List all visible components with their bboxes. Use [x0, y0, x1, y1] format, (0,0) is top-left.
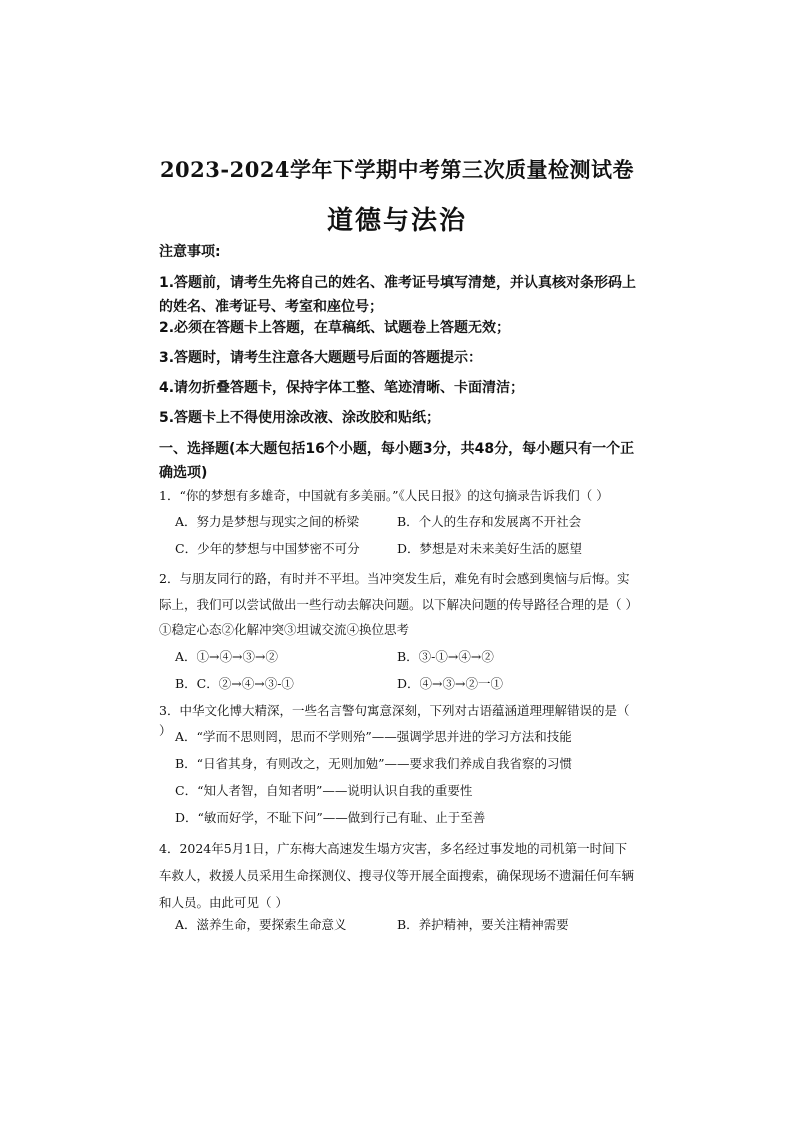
- question-3-option-a: A．“学而不思则罔，思而不学则殆”——强调学思并进的学习方法和技能: [175, 729, 572, 744]
- question-2-statements: ①稳定心态②化解冲突③坦诚交流④换位思考: [159, 622, 410, 637]
- notice-item-4: 4.请勿折叠答题卡，保持字体工整、笔迹清晰、卡面清洁；: [159, 380, 525, 396]
- notice-item-2: 2.必须在答题卡上答题，在草稿纸、试题卷上答题无效；: [159, 320, 511, 336]
- question-4-stem: 4．2024年5月1日，广东梅大高速发生塌方灾害，多名经过事发地的司机第一时间下车救人，救援人员采用生命探测仪、搜寻仪等开展全面搜索，确保现场不遗漏任何车辆和人员。由此可见（ ）: [159, 841, 635, 910]
- notice-item-5: 5.答题卡上不得使用涂改液、涂改胶和贴纸；: [159, 410, 441, 426]
- question-2-option-a: A．①→④→③→②: [175, 649, 278, 664]
- notice-heading: 注意事项:: [159, 244, 221, 260]
- question-2-stem: 2．与朋友同行的路，有时并不平坦。当冲突发生后，难免有时会感到奥恼与后悔。实际上，我们可以尝试做出一些行动去解决问题。以下解决问题的传导路径合理的是（ ）: [159, 571, 638, 612]
- question-3-option-b: B．“日省其身，有则改之，无则加勉”——要求我们养成自我省察的习惯: [175, 756, 572, 771]
- question-1-option-c: C．少年的梦想与中国梦密不可分: [175, 541, 360, 556]
- question-3-stem: 3．中华文化博大精深，一些名言警句寓意深刻，下列对古语蕴涵道理理解错误的是（ ）: [159, 703, 630, 738]
- notice-item-3: 3.答题时，请考生注意各大题题号后面的答题提示：: [159, 350, 483, 366]
- question-1-option-a: A．努力是梦想与现实之间的桥梁: [175, 514, 360, 529]
- exam-title: 2023-2024学年下学期中考第三次质量检测试卷: [159, 157, 635, 182]
- question-2-option-d: D．④→③→②一①: [397, 676, 503, 691]
- question-2-option-c: B．C．②→④→③-①: [175, 676, 294, 691]
- question-1-stem: 1．“你的梦想有多雄奇，中国就有多美丽。”《人民日报》的这句摘录告诉我们（ ）: [159, 488, 609, 503]
- subject-title: 道德与法治: [326, 206, 467, 236]
- question-3-option-d: D．“敏而好学，不耻下问”——做到行己有耻、止于至善: [175, 810, 486, 825]
- question-1-option-d: D．梦想是对未来美好生活的愿望: [397, 541, 583, 556]
- section-heading: 一、选择题(本大题包括16个小题，每小题3分，共48分，每小题只有一个正确选项): [159, 441, 635, 481]
- question-4-option-a: A．滋养生命，要探索生命意义: [175, 917, 347, 932]
- question-4-option-b: B．养护精神，要关注精神需要: [397, 917, 569, 932]
- question-3-option-c: C．“知人者智，自知者明”——说明认识自我的重要性: [175, 783, 473, 798]
- question-2-option-b: B．③-①→④→②: [397, 649, 494, 664]
- question-1-option-b: B．个人的生存和发展离不开社会: [397, 514, 582, 529]
- notice-item-1: 1.答题前，请考生先将自己的姓名、准考证号填写清楚，并认真核对条形码上的姓名、准考证号、考室和座位号；: [159, 275, 637, 315]
